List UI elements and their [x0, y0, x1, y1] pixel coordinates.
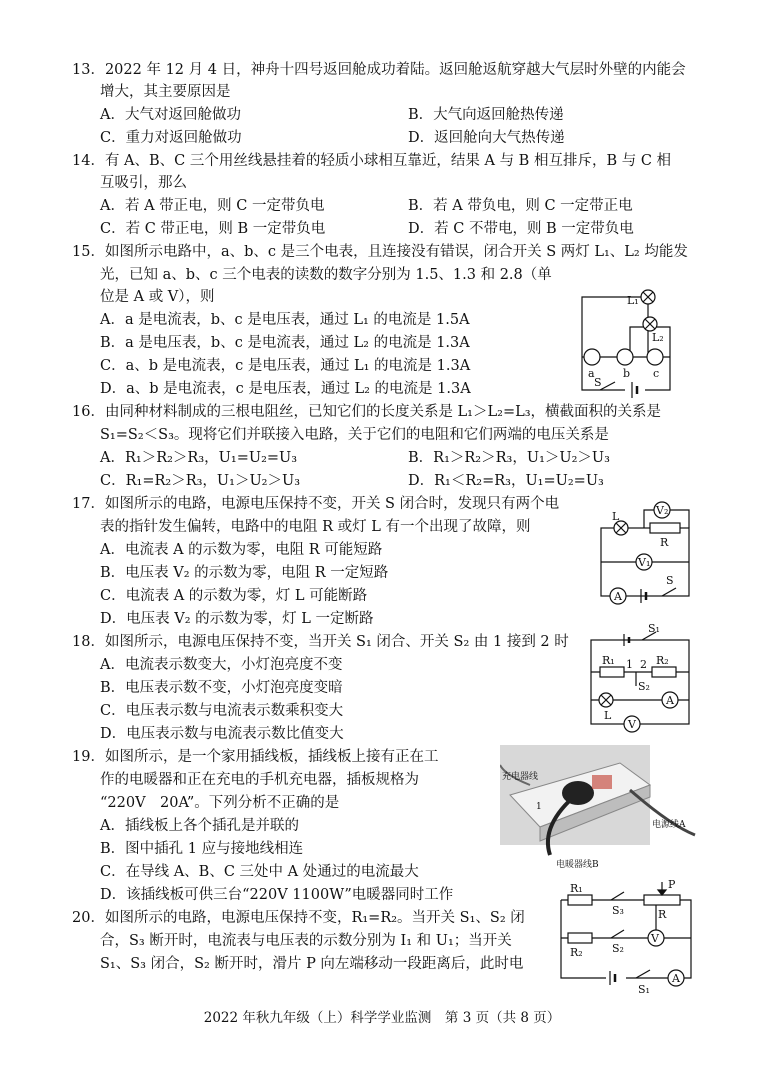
label-V1: V₁ — [638, 556, 651, 569]
label-L1: L₁ — [627, 294, 639, 307]
text-line-q16D: D．R₁＜R₂=R₃，U₁=U₂=U₃ — [408, 473, 604, 489]
label-R2: R₂ — [656, 654, 669, 667]
label-S3: S₃ — [612, 904, 624, 917]
label-S2: S₂ — [638, 680, 650, 693]
label-R: R — [660, 536, 669, 549]
text-line-q14a: 14．有 A、B、C 三个用丝线悬挂着的轻质小球相互靠近，结果 A 与 B 相互排斥，B 与 C 相 — [72, 153, 672, 169]
label-V: V — [628, 718, 636, 731]
label-n2: 2 — [640, 658, 647, 671]
text-line-q14b: 互吸引，那么 — [100, 175, 187, 191]
text-line-q19a: 19．如图所示，是一个家用插线板，插线板上接有正在工 — [72, 749, 439, 765]
text-line-q19c: “220V 20A”。下列分析不正确的是 — [100, 795, 340, 811]
label-heater: 电暖器线B — [556, 860, 599, 870]
label-R1: R₁ — [602, 654, 615, 667]
text-line-q14B: B．若 A 带负电，则 C 一定带正电 — [408, 198, 633, 214]
label-charger: 充电器线 — [502, 772, 539, 782]
text-line-q19C: C．在导线 A、B、C 三处中 A 处通过的电流最大 — [100, 864, 419, 880]
label-S: S — [666, 574, 674, 587]
text-line-q16B: B．R₁＞R₂＞R₃，U₁＞U₂＞U₃ — [408, 450, 610, 466]
text-line-q20a: 20．如图所示的电路，电源电压保持不变，R₁=R₂。当开关 S₁、S₂ 闭 — [72, 910, 525, 926]
text-line-q19B: B．图中插孔 1 应与接地线相连 — [100, 841, 304, 857]
circuit-figure-q18 — [586, 624, 698, 736]
text-line-q19A: A．插线板上各个插孔是并联的 — [100, 818, 299, 834]
text-line-q13C: C．重力对返回舱做功 — [100, 130, 242, 146]
text-line-q14D: D．若 C 不带电，则 B 一定带负电 — [408, 221, 634, 237]
label-a: a — [588, 367, 595, 380]
text-line-q15D: D．a、b 是电流表，c 是电压表，通过 L₂ 的电流是 1.3A — [100, 381, 471, 397]
text-line-q18B: B．电压表示数不变，小灯泡亮度变暗 — [100, 680, 343, 696]
text-line-q16A: A．R₁＞R₂＞R₃，U₁=U₂=U₃ — [100, 450, 298, 466]
text-line-q13B: B．大气向返回舱热传递 — [408, 107, 564, 123]
page-footer: 2022 年秋九年级（上）科学学业监测 第 3 页（共 8 页） — [203, 1010, 561, 1026]
label-L: L — [612, 510, 620, 523]
circuit-figure-q17 — [596, 498, 696, 610]
label-A: A — [666, 694, 674, 707]
label-c: c — [653, 367, 660, 380]
label-n1: 1 — [626, 658, 633, 671]
circuit-figure-q15 — [570, 282, 688, 412]
text-line-q15a: 15．如图所示电路中，a、b、c 是三个电表，且连接没有错误，闭合开关 S 两灯 L₁、L₂ 均能发 — [72, 244, 688, 260]
text-line-q18A: A．电流表示数变大，小灯泡亮度不变 — [100, 657, 343, 673]
text-line-q16b: S₁=S₂＜S₃。现将它们并联接入电路，关于它们的电阻和它们两端的电压关系是 — [100, 427, 609, 443]
label-S: S — [594, 376, 602, 389]
label-V2: V₂ — [656, 504, 669, 517]
text-line-q13b: 增大，其主要原因是 — [100, 84, 231, 100]
text-line-q17b: 表的指针发生偏转，电路中的电阻 R 或灯 L 有一个出现了故障，则 — [100, 519, 531, 535]
label-L2: L₂ — [652, 331, 664, 344]
text-line-q18a: 18．如图所示，电源电压保持不变，当开关 S₁ 闭合、开关 S₂ 由 1 接到 2 时 — [72, 634, 569, 650]
text-line-q20b: 合，S₃ 断开时，电流表与电压表的示数分别为 I₁ 和 U₁；当开关 — [100, 933, 512, 949]
text-line-q17C: C．电流表 A 的示数为零，灯 L 可能断路 — [100, 588, 368, 604]
text-line-q15c: 位是 A 或 V），则 — [100, 289, 215, 305]
text-line-q15B: B．a 是电压表，b、c 是电流表，通过 L₂ 的电流是 1.3A — [100, 335, 470, 351]
label-S1: S₁ — [638, 983, 650, 996]
label-R: R — [658, 908, 667, 921]
label-V: V — [651, 932, 659, 945]
label-A: A — [672, 972, 680, 985]
text-line-q13D: D．返回舱向大气热传递 — [408, 130, 565, 146]
text-line-q19b: 作的电暖器和正在充电的手机充电器，插板规格为 — [100, 772, 419, 788]
label-cord-a: 电源线A — [652, 820, 686, 830]
label-hole-1: 1 — [536, 802, 542, 812]
text-line-q14A: A．若 A 带正电，则 C 一定带负电 — [100, 198, 325, 214]
text-line-q15b: 光，已知 a、b、c 三个电表的读数的数字分别为 1.5、1.3 和 2.8（单 — [100, 267, 552, 283]
text-line-q16a: 16．由同种材料制成的三根电阻丝，已知它们的长度关系是 L₁＞L₂=L₃，横截面积的关系是 — [72, 404, 662, 420]
text-line-q18C: C．电压表示数与电流表示数乘积变大 — [100, 703, 344, 719]
text-line-q17D: D．电压表 V₂ 的示数为零，灯 L 一定断路 — [100, 611, 374, 627]
label-R1: R₁ — [570, 882, 583, 895]
text-line-q15C: C．a、b 是电流表，c 是电压表，通过 L₁ 的电流是 1.3A — [100, 358, 471, 374]
label-A: A — [614, 590, 622, 603]
text-line-q17A: A．电流表 A 的示数为零，电阻 R 可能短路 — [100, 542, 383, 558]
text-line-q13A: A．大气对返回舱做功 — [100, 107, 241, 123]
label-S2: S₂ — [612, 942, 624, 955]
power-strip-photo-q19 — [500, 745, 696, 870]
text-line-q16C: C．R₁=R₂＞R₃，U₁＞U₂＞U₃ — [100, 473, 301, 489]
label-L: L — [604, 709, 612, 722]
text-line-q18D: D．电压表示数与电流表示数比值变大 — [100, 726, 344, 742]
text-line-q14C: C．若 C 带正电，则 B 一定带负电 — [100, 221, 326, 237]
text-line-q15A: A．a 是电流表，b、c 是电压表，通过 L₁ 的电流是 1.5A — [100, 312, 470, 328]
text-line-q13a: 13．2022 年 12 月 4 日，神舟十四号返回舱成功着陆。返回舱返航穿越大气层时外壁的内能会 — [72, 62, 686, 78]
label-P: P — [668, 878, 676, 891]
text-line-q17B: B．电压表 V₂ 的示数为零，电阻 R 一定短路 — [100, 565, 389, 581]
label-R2: R₂ — [570, 946, 583, 959]
circuit-figure-q20 — [556, 878, 698, 996]
text-line-q19D: D．该插线板可供三台“220V 1100W”电暖器同时工作 — [100, 887, 454, 903]
text-line-q20c: S₁、S₃ 闭合，S₂ 断开时，滑片 P 向左端移动一段距离后，此时电 — [100, 956, 524, 972]
label-S1: S₁ — [648, 624, 660, 635]
label-b: b — [623, 367, 631, 380]
text-line-q17a: 17．如图所示的电路，电源电压保持不变，开关 S 闭合时，发现只有两个电 — [72, 496, 560, 512]
